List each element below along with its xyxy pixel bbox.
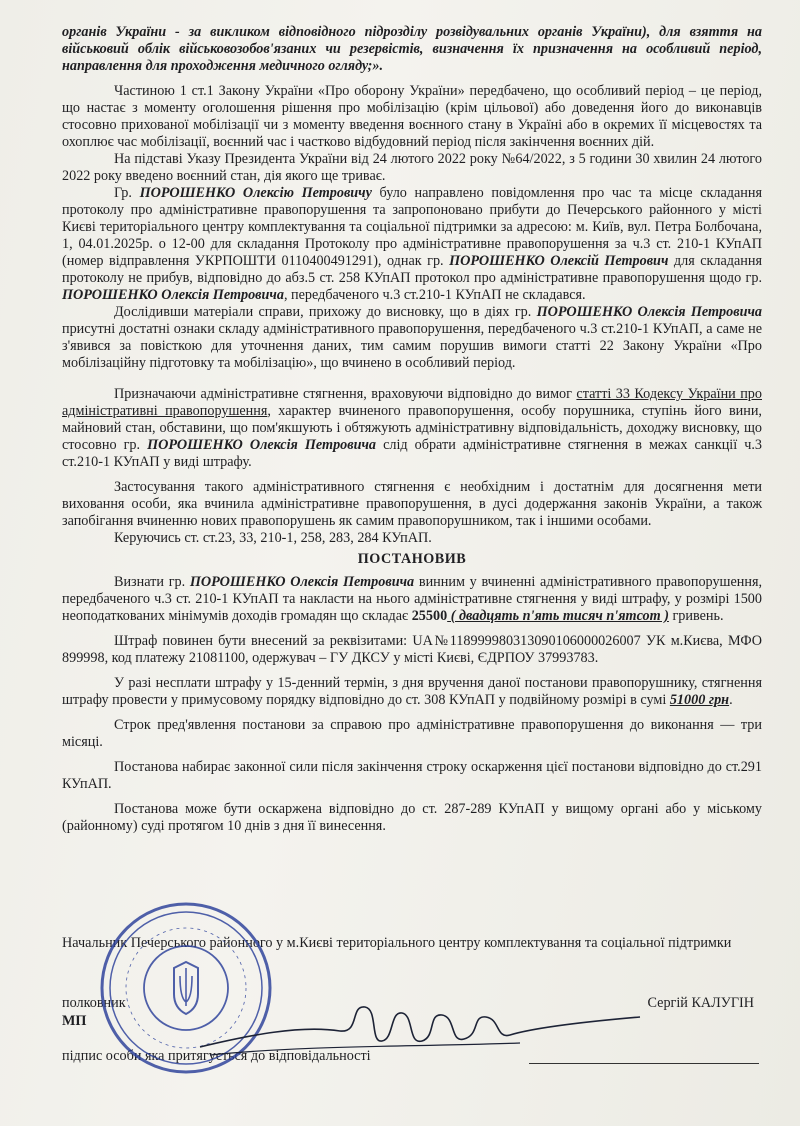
text-gr: Гр. (114, 185, 132, 201)
resolution-heading: ПОСТАНОВИВ (357, 551, 467, 567)
person-name: ПОРОШЕНКО Олексія Петровича (62, 287, 284, 303)
notice-text-3: , передбаченого ч.3 ст.210-1 КУпАП не складався. (283, 287, 586, 303)
paragraph-law: Частиною 1 ст.1 Закону України «Про оборону України» передбачено, що особливий період – це період, що настає з моменту оголошення рішення про мобілізацію (крім цільової) або доведення його до виконавців стосовно прихованої мобілізації чи з моменту введення воєнного стану в Україні або в окремих її місцевостях та охоплює час мобілізації, воєнний час і частково відбудовний період після закінчення воєнних дій. (62, 83, 762, 150)
paragraph-guided: Керуючись ст. ст.23, 33, 210-1, 258, 283, 284 КУпАП. (114, 530, 432, 546)
conclusion-text: Дослідивши матеріали справи, прихожу до висновку, що в діях гр. (114, 304, 532, 320)
person-name: ПОРОШЕНКО Олексія Петровича (147, 437, 377, 453)
decision-text-3: гривень. (668, 608, 724, 624)
notice-text: було направлено повідомлення про час та місце складання протоколу про адміністративне правопорушення та запропоновано прибути до Печерського районного у місті Києві територіального центру комплектування та соціальної підтримки за адресою: м. Київ, вул. Петра Болбочана, 1, 04.01.2025р. о 12-00 для складання Протоколу про адміністративне правопорушення за ч.3 ст. 210-1 КУпАП (номер відправлення УКРПОШТИ 0110400491291), однак гр. (62, 185, 762, 269)
rank-label: полковник (62, 995, 126, 1011)
double-fine-amount: 51000 грн (669, 692, 730, 708)
paragraph-term: Строк пред'явлення постанови за справою про адміністративне правопорушення до виконання — три місяці. (62, 717, 762, 750)
person-name: ПОРОШЕНКО Олексія Петровича (536, 304, 763, 320)
fine-amount-words: ( двадцять п'ять тисяч п'ятсот ) (447, 608, 669, 624)
person-name: ПОРОШЕНКО Олексій Петрович (449, 253, 669, 269)
document-body (62, 24, 762, 835)
paragraph-decision (62, 574, 762, 625)
paragraph-notice (62, 185, 762, 304)
paragraph-decree: На підставі Указу Президента України від 24 лютого 2022 року №64/2022, з 5 години 30 хвилин 24 лютого 2022 року введено воєнний стан, дія якого ще триває. (62, 151, 762, 184)
intro-quote: органів України - за викликом відповідного підрозділу розвідувальних органів України), для взяття на військовий облік військовозобов'язаних чи резервістів, визначення їх призначення на особливий період, направлення для проходження медичного огляду;». (62, 24, 762, 74)
person-name: ПОРОШЕНКО Олексія Петровича (189, 574, 415, 590)
head-title: Начальник Печерського районного у м.Києві територіального центру комплектування та соціальної підтримки (62, 935, 732, 951)
fine-amount: 25500 (411, 608, 448, 624)
person-name: ПОРОШЕНКО Олексію Петровичу (139, 185, 372, 201)
assign-text-2: , характер вчиненого правопорушення, особу порушника, ступінь його вини, майновий стан, обставини, що пом'якшують і обтяжують адміністративну відповідальність, доходжу висновку, що стосовно гр. (62, 403, 762, 453)
nonpayment-text-2: . (729, 692, 733, 708)
handwritten-signature-icon (190, 995, 650, 1065)
signer-name: Сергій КАЛУГІН (647, 995, 754, 1011)
paragraph-conclusion (62, 304, 762, 372)
assign-text: Призначаючи адміністративне стягнення, враховуючи відповідно до вимог (114, 386, 577, 402)
nonpayment-text: У разі несплати штрафу у 15-денний термін, з дня вручення даної постанови правопорушнику, стягнення штрафу провести у примусовому порядку відповідно до ст. 308 КУпАП у подвійному розмірі в сумі (62, 675, 762, 708)
person-signature-label: підпис особи яка притягується до відповідальності (62, 1048, 371, 1064)
assign-text-3: слід обрати адміністративне стягнення в межах санкції ч.3 ст.210-1 КУпАП у виді штрафу. (62, 437, 763, 470)
paragraph-nonpayment (62, 675, 762, 709)
decision-text: Визнати гр. (114, 574, 186, 590)
decision-text-2: винним у вчиненні адміністративного правопорушення, передбаченого ч.3 ст. 210-1 КУпАП та накласти на нього адміністративне стягнення у виді штрафу, у розмірі 1500 неоподаткованих мінімумів доходів громадян що складає (62, 574, 763, 624)
paragraph-payment: Штраф повинен бути внесений за реквізитами: UA№118999980313090106000026007 УК м.Києва, МФО 899998, код платежу 21081100, одержувач – ГУ ДКСУ у місті Києві, ЄДРПОУ 37993783. (62, 633, 762, 666)
paragraph-apply: Застосування такого адміністративного стягнення є необхідним і достатнім для досягнення мети виховання особи, яка вчинила адміністративне правопорушення, в дусі додержання законів України, а також запобігання вчиненню нових правопорушень як самим правопорушником, так і іншими особами. (62, 479, 762, 529)
paragraph-assign (62, 386, 762, 471)
paragraph-force: Постанова набирає законної сили після закінчення строку оскарження цієї постанови відповідно до ст.291 КУпАП. (62, 759, 762, 792)
notice-text-2: для складання протоколу не прибув, відповідно до абз.5 ст. 258 КУпАП протокол про адміністративне правопорушення щодо гр. (62, 253, 762, 286)
paragraph-appeal: Постанова може бути оскаржена відповідно до ст. 287-289 КУпАП у вищому органі або у міському (районному) суді протягом 10 днів з дня її винесення. (62, 801, 762, 834)
code-article-link[interactable]: статті 33 Кодексу України про адміністративні правопорушення (62, 386, 762, 419)
seal-place-label: МП (62, 1013, 87, 1029)
conclusion-text-2: присутні достатні ознаки складу адміністративного правопорушення, передбаченого ч.3 ст.210-1 КУпАП, а саме не з'явився за повісткою для уточнення даних, тим самим порушив вимоги статті 22 Закону України «Про мобілізаційну підготовку та мобілізацію», що вчинено в особливий період. (62, 321, 762, 371)
